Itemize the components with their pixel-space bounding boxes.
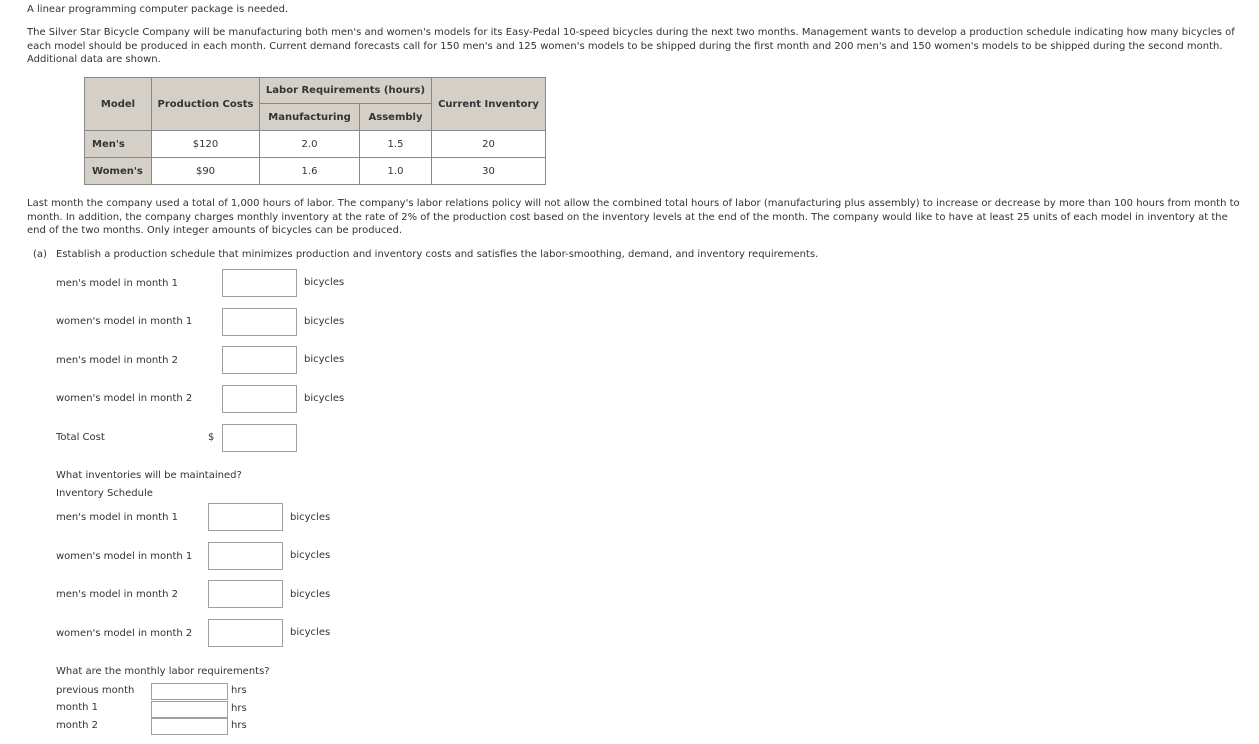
- header-labor-requirements: Labor Requirements (hours): [260, 78, 432, 104]
- production-unit: bicycles: [304, 354, 345, 365]
- labor-previous-month-input[interactable]: [151, 683, 228, 700]
- inventory-unit: bicycles: [290, 627, 331, 638]
- row-manufacturing: 1.6: [260, 158, 360, 185]
- dollar-sign: $: [208, 432, 215, 443]
- header-model: Model: [85, 78, 152, 131]
- labor-unit: hrs: [231, 720, 247, 731]
- problem-text: The Silver Star Bicycle Company will be manufacturing both men's and women's models for its Easy-Pedal 10-speed bicycles during the next two months. Management wants to develop a production schedule indicating how many bicycles of each model should be produced in each month. Current demand forecasts call for 150 men's and 125 women's models to be shipped during the first month and 200 men's and 150 women's models to be shipped during the second month. Additional data are shown.: [27, 27, 1235, 65]
- labor-unit: hrs: [231, 685, 247, 696]
- inventory-row-label: men's model in month 1: [56, 512, 178, 523]
- total-cost-input[interactable]: [222, 424, 297, 452]
- labor-unit: hrs: [231, 703, 247, 714]
- row-assembly: 1.0: [360, 158, 432, 185]
- table-row: [85, 131, 546, 158]
- header-manufacturing: Manufacturing: [260, 104, 360, 131]
- production-unit: bicycles: [304, 316, 345, 327]
- inventory-row-label: men's model in month 2: [56, 589, 178, 600]
- part-a-label: (a): [33, 249, 47, 260]
- production-unit: bicycles: [304, 393, 345, 404]
- inventory-unit: bicycles: [290, 589, 331, 600]
- production-row-label: men's model in month 2: [56, 355, 178, 366]
- production-women-month1-input[interactable]: [222, 308, 297, 336]
- header-production-costs: Production Costs: [152, 78, 260, 131]
- row-model: Men's: [85, 131, 152, 158]
- inventory-row-label: women's model in month 1: [56, 551, 193, 562]
- row-assembly: 1.5: [360, 131, 432, 158]
- part-a-question: Establish a production schedule that minimizes production and inventory costs and satisfies the labor-smoothing, demand, and inventory requirements.: [56, 249, 819, 260]
- inventory-women-month1-input[interactable]: [208, 542, 283, 570]
- policy-text: Last month the company used a total of 1,000 hours of labor. The company's labor relations policy will not allow the combined total hours of labor (manufacturing plus assembly) to increase or decrease by more than 100 hours from month to month. In addition, the company charges monthly inventory at the rate of 2% of the production cost based on the inventory levels at the end of the month. The company would like to have at least 25 units of each model in inventory at the end of the two months. Only integer amounts of bicycles can be produced.: [27, 198, 1240, 236]
- production-row-label: women's model in month 2: [56, 393, 193, 404]
- production-row-label: men's model in month 1: [56, 278, 178, 289]
- labor-question: What are the monthly labor requirements?: [56, 666, 270, 677]
- inventory-question: What inventories will be maintained?: [56, 470, 242, 481]
- row-model: Women's: [85, 158, 152, 185]
- inventory-men-month2-input[interactable]: [208, 580, 283, 608]
- table-row: [85, 158, 546, 185]
- inventory-men-month1-input[interactable]: [208, 503, 283, 531]
- production-men-month2-input[interactable]: [222, 346, 297, 374]
- production-row-label: women's model in month 1: [56, 316, 193, 327]
- labor-month2-input[interactable]: [151, 718, 228, 735]
- production-men-month1-input[interactable]: [222, 269, 297, 297]
- labor-month1-input[interactable]: [151, 701, 228, 718]
- inventory-row-label: women's model in month 2: [56, 628, 193, 639]
- intro-text: A linear programming computer package is needed.: [27, 4, 289, 15]
- production-women-month2-input[interactable]: [222, 385, 297, 413]
- inventory-unit: bicycles: [290, 512, 331, 523]
- row-manufacturing: 2.0: [260, 131, 360, 158]
- labor-row-label: month 2: [56, 720, 98, 731]
- row-cost: $90: [152, 158, 260, 185]
- inventory-heading: Inventory Schedule: [56, 488, 153, 499]
- production-unit: bicycles: [304, 277, 345, 288]
- labor-row-label: month 1: [56, 702, 98, 713]
- row-inventory: 30: [432, 158, 546, 185]
- inventory-women-month2-input[interactable]: [208, 619, 283, 647]
- header-current-inventory: Current Inventory: [432, 78, 546, 131]
- labor-row-label: previous month: [56, 685, 135, 696]
- row-inventory: 20: [432, 131, 546, 158]
- row-cost: $120: [152, 131, 260, 158]
- inventory-unit: bicycles: [290, 550, 331, 561]
- data-table: [84, 77, 546, 185]
- header-assembly: Assembly: [360, 104, 432, 131]
- total-cost-label: Total Cost: [56, 432, 105, 443]
